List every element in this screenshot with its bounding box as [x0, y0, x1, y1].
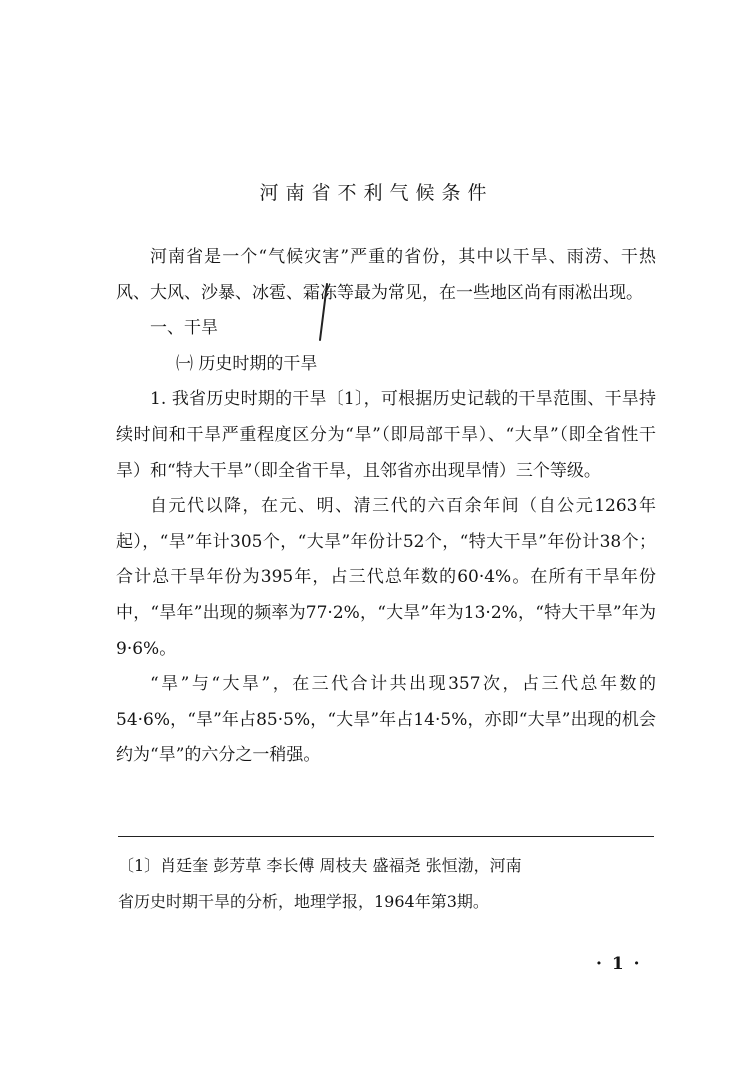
- item-1-paragraph: 1. 我省历史时期的干旱〔1〕，可根据历史记载的干旱范围、干旱持续时间和干旱严重程度区分为“旱”（即局部干旱）、“大旱”（即全省性干旱）和“特大干旱”（即全省干旱，且邻省亦出现旱情）三个等级。: [116, 389, 656, 481]
- footnote-line-2: 省历史时期干旱的分析，地理学报，1964年第3期。: [118, 892, 489, 911]
- page-number: · 1 ·: [596, 954, 642, 974]
- pen-mark: [316, 282, 330, 344]
- footnote: [118, 848, 654, 920]
- footnote-divider: [118, 836, 654, 837]
- section-heading: 一、干旱: [150, 318, 218, 339]
- page-title: 河南省不利气候条件: [259, 182, 494, 204]
- intro-paragraph: 河南省是一个“气候灾害”严重的省份，其中以干旱、雨涝、干热风、大风、沙暴、冰雹、霜冻等最为常见，在一些地区尚有雨凇出现。: [116, 247, 656, 303]
- footnote-line-1: 〔1〕肖廷奎 彭芳草 李长傅 周枝夫 盛福尧 张恒渤，河南: [118, 856, 522, 875]
- frequency-paragraph: “旱”与“大旱”，在三代合计共出现357次，占三代总年数的54·6%，“旱”年占85·5%，“大旱”年占14·5%，亦即“大旱”出现的机会约为“旱”的六分之一稍强。: [116, 674, 656, 766]
- subsection-heading: ㈠ 历史时期的干旱: [176, 353, 318, 374]
- statistics-paragraph: 自元代以降，在元、明、清三代的六百余年间（自公元1263年起），“旱”年计305个，“大旱”年份计52个，“特大干旱”年份计38个；合计总干旱年份为395年，占三代总年数的60·4%。在所有干旱年份中，“旱年”出现的频率为77·2%，“大旱”年为13·2%，“特大干旱”年为9·6%。: [116, 496, 656, 659]
- body-text: [116, 240, 656, 774]
